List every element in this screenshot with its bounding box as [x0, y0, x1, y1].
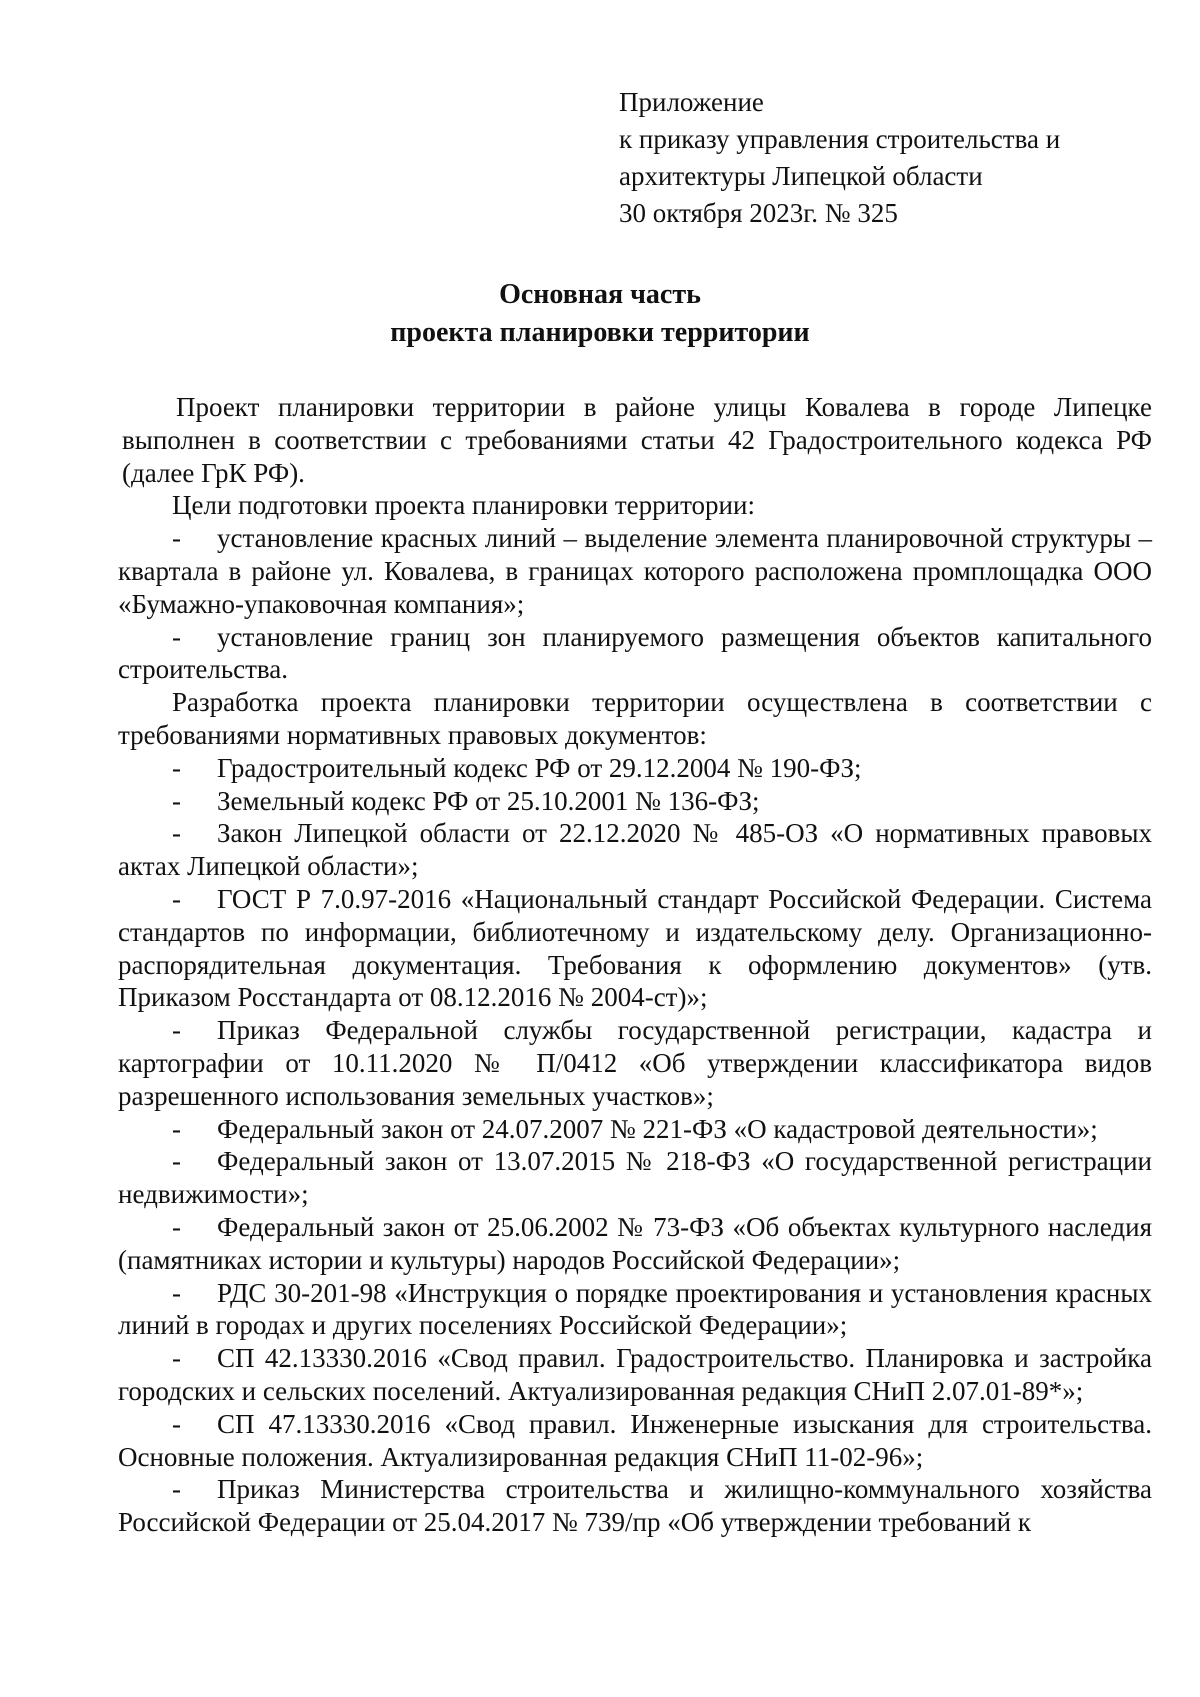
doc-text: Градостроительный кодекс РФ от 29.12.2004 № 190-ФЗ; — [217, 752, 862, 783]
list-dash: - — [172, 523, 181, 554]
doc-text: Федеральный закон от 13.07.2015 № 218-ФЗ «О государственной регистрации недвижимости»; — [118, 1146, 1152, 1210]
intro-paragraph: Проект планировки территории в районе улицы Ковалева в городе Липецке выполнен в соответствии с требованиями статьи 42 Градостроительного кодекса РФ (далее ГрК РФ). — [122, 392, 1152, 488]
list-item — [118, 752, 1152, 785]
list-item — [118, 1113, 1152, 1146]
goal-text: установление границ зон планируемого размещения объектов капитального строительства. — [118, 621, 1152, 685]
appendix-label: Приложение — [619, 87, 764, 117]
order-reference: к приказу управления строительства и — [619, 124, 1061, 154]
list-dash: - — [172, 1015, 181, 1046]
doc-text: РДС 30-201-98 «Инструкция о порядке проектирования и установления красных линий в городах и других поселениях Российской Федерации»; — [118, 1277, 1152, 1341]
doc-text: Земельный кодекс РФ от 25.10.2001 № 136-ФЗ; — [217, 785, 760, 816]
list-item — [118, 785, 1152, 818]
list-dash: - — [172, 883, 181, 914]
list-dash: - — [172, 818, 181, 849]
list-item — [118, 1342, 1152, 1408]
goal-text: установление красных линий – выделение элемента планировочной структуры – квартала в районе ул. Ковалева, в границах которого расположена промплощадка ООО «Бумажно-упаковочная компания»; — [118, 523, 1152, 619]
doc-text: СП 47.13330.2016 «Свод правил. Инженерные изыскания для строительства. Основные положения. Актуализированная редакция СНиП 11-02-96»; — [118, 1408, 1152, 1472]
document-body — [118, 391, 1152, 1539]
list-item — [118, 1014, 1152, 1112]
list-item — [118, 817, 1152, 883]
doc-text: Закон Липецкой области от 22.12.2020 № 485-ОЗ «О нормативных правовых актах Липецкой области»; — [118, 818, 1152, 882]
docs-heading: Разработка проекта планировки территории осуществлена в соответствии с требованиями нормативных правовых документов: — [118, 687, 1152, 750]
doc-text: Приказ Федеральной службы государственной регистрации, кадастра и картографии от 10.11.2020 № П/0412 «Об утверждении классификатора видов разрешенного использования земельных участков»; — [118, 1015, 1152, 1111]
goals-heading: Цели подготовки проекта планировки территории: — [172, 490, 755, 521]
list-dash: - — [172, 752, 181, 783]
list-dash: - — [172, 1211, 181, 1242]
list-dash: - — [172, 1146, 181, 1177]
list-dash: - — [172, 1474, 181, 1505]
list-item — [118, 1473, 1152, 1539]
list-dash: - — [172, 1113, 181, 1144]
list-item — [118, 1408, 1152, 1474]
title-line-1: Основная часть — [499, 279, 701, 310]
list-item — [118, 883, 1152, 1014]
order-date-number: 30 октября 2023г. № 325 — [619, 198, 898, 228]
document-title — [0, 276, 1200, 352]
doc-text: ГОСТ Р 7.0.97-2016 «Национальный стандарт Российской Федерации. Система стандартов по информации, библиотечному и издательскому делу. Организационно-распорядительная документация. Требования к оформлению документов» (утв. Приказом Росстандарта от 08.12.2016 № 2004-ст)»; — [118, 883, 1152, 1013]
list-item — [118, 1277, 1152, 1343]
list-dash: - — [172, 621, 181, 652]
list-dash: - — [172, 1408, 181, 1439]
title-line-2: проекта планировки территории — [390, 317, 810, 348]
list-item — [118, 1145, 1152, 1211]
list-dash: - — [172, 1343, 181, 1374]
doc-text: Федеральный закон от 25.06.2002 № 73-ФЗ «Об объектах культурного наследия (памятниках истории и культуры) народов Российской Федерации»; — [118, 1211, 1152, 1275]
list-item — [118, 1211, 1152, 1277]
doc-text: СП 42.13330.2016 «Свод правил. Градостроительство. Планировка и застройка городских и сельских поселений. Актуализированная редакция СНиП 2.07.01-89*»; — [118, 1343, 1152, 1406]
list-dash: - — [172, 1277, 181, 1308]
list-item — [118, 621, 1152, 687]
order-authority: архитектуры Липецкой области — [619, 161, 983, 191]
list-item — [118, 522, 1152, 620]
appendix-header — [619, 84, 1060, 232]
doc-text: Приказ Министерства строительства и жилищно-коммунального хозяйства Российской Федерации от 25.04.2017 № 739/пр «Об утверждении требований к — [118, 1474, 1152, 1538]
list-dash: - — [172, 785, 181, 816]
doc-text: Федеральный закон от 24.07.2007 № 221-ФЗ «О кадастровой деятельности»; — [217, 1113, 1098, 1144]
